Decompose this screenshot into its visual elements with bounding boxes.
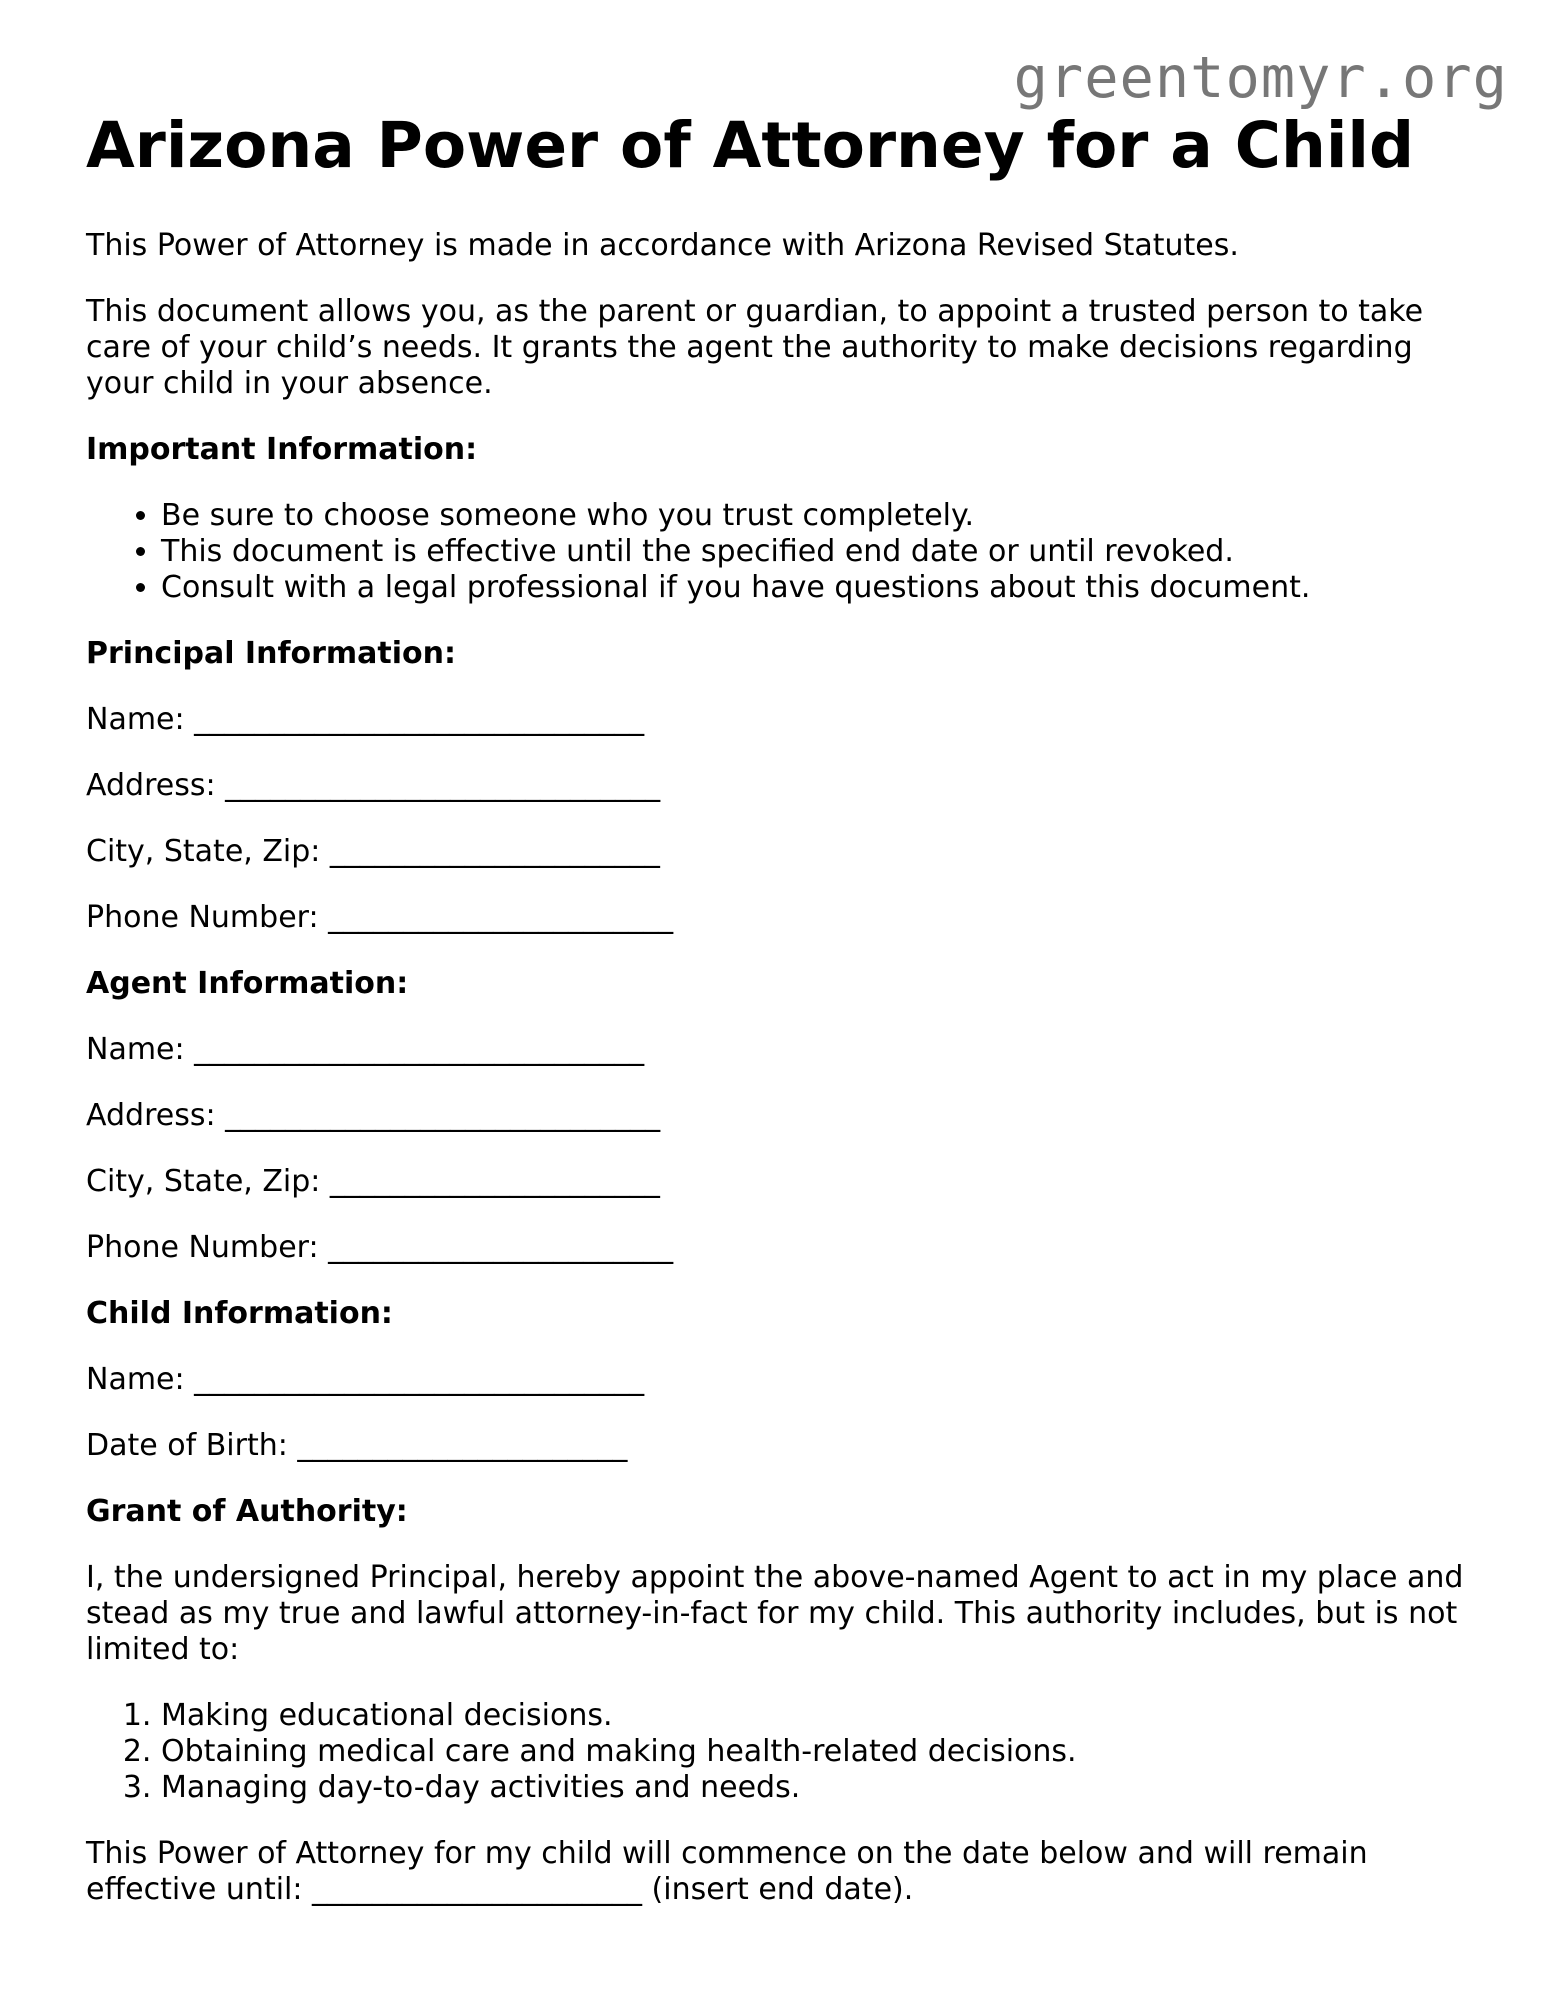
intro-statute: This Power of Attorney is made in accordance with Arizona Revised Statutes.: [86, 227, 1239, 263]
list-item: • This document is effective until the specified end date or until revoked.: [161, 534, 1486, 570]
principal-phone-field[interactable]: Phone Number: _______________________: [86, 899, 674, 935]
grant-text: I, the undersigned Principal, hereby appoint the above-named Agent to act in my place and stead as my true and lawful attorney-in-fact for my child. This authority includes, but is not limited to:: [86, 1559, 1464, 1667]
agent-name-field[interactable]: Name: ______________________________: [86, 1031, 645, 1067]
important-list: [86, 498, 1486, 606]
document-body: [86, 108, 1486, 1938]
page-title: Arizona Power of Attorney for a Child: [86, 109, 1415, 182]
principal-name-field[interactable]: Name: ______________________________: [86, 701, 645, 737]
intro-description: This document allows you, as the parent or guardian, to appoint a trusted person to take care of your child’s needs. It grants the agent the authority to make decisions regarding your child in your absence.: [86, 293, 1424, 401]
agent-city-field[interactable]: City, State, Zip: ______________________: [86, 1163, 660, 1199]
grant-heading: Grant of Authority:: [86, 1493, 408, 1529]
important-heading: Important Information:: [86, 431, 478, 467]
site-watermark: greentomyr.org: [1013, 45, 1508, 111]
grant-list: [86, 1698, 1486, 1806]
list-item: 2. Obtaining medical care and making health-related decisions.: [161, 1734, 1486, 1770]
grant-closing[interactable]: This Power of Attorney for my child will commence on the date below and will remain effective until: ______________________ (insert end date).: [86, 1835, 1368, 1907]
child-name-field[interactable]: Name: ______________________________: [86, 1361, 645, 1397]
list-item: 3. Managing day-to-day activities and needs.: [161, 1770, 1486, 1806]
agent-address-field[interactable]: Address: _____________________________: [86, 1097, 661, 1133]
list-item: • Be sure to choose someone who you trust completely.: [161, 498, 1486, 534]
list-item: • Consult with a legal professional if you have questions about this document.: [161, 570, 1486, 606]
list-item: 1. Making educational decisions.: [161, 1698, 1486, 1734]
principal-address-field[interactable]: Address: _____________________________: [86, 767, 661, 803]
agent-phone-field[interactable]: Phone Number: _______________________: [86, 1229, 674, 1265]
principal-city-field[interactable]: City, State, Zip: ______________________: [86, 833, 660, 869]
agent-heading: Agent Information:: [86, 965, 409, 1001]
principal-heading: Principal Information:: [86, 635, 457, 671]
child-heading: Child Information:: [86, 1295, 393, 1331]
child-dob-field[interactable]: Date of Birth: ______________________: [86, 1427, 628, 1463]
